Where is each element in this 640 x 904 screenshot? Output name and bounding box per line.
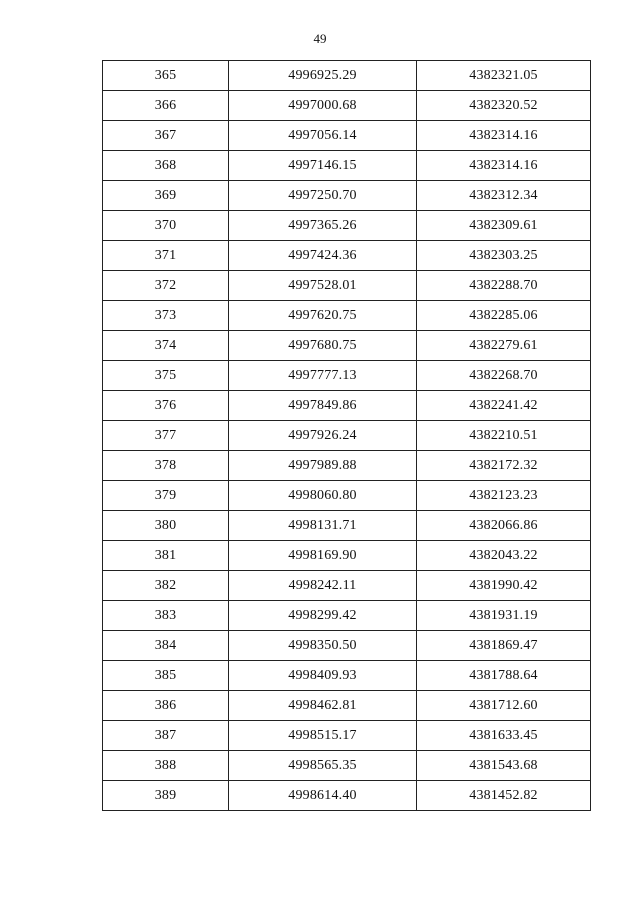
x-coordinate-cell: 4998242.11 — [229, 571, 417, 601]
x-coordinate-cell: 4997777.13 — [229, 361, 417, 391]
x-coordinate-cell: 4997250.70 — [229, 181, 417, 211]
table-row — [103, 511, 591, 541]
table-row — [103, 61, 591, 91]
y-coordinate-cell: 4381543.68 — [417, 751, 591, 781]
y-coordinate-cell: 4382066.86 — [417, 511, 591, 541]
y-coordinate-cell: 4382314.16 — [417, 151, 591, 181]
table-row — [103, 601, 591, 631]
table-row — [103, 421, 591, 451]
y-coordinate-cell: 4382268.70 — [417, 361, 591, 391]
point-number-cell: 386 — [103, 691, 229, 721]
x-coordinate-cell: 4997926.24 — [229, 421, 417, 451]
coordinates-table-body — [103, 61, 591, 811]
page-number: 49 — [313, 31, 327, 46]
table-row — [103, 121, 591, 151]
x-coordinate-cell: 4998462.81 — [229, 691, 417, 721]
x-coordinate-cell: 4998515.17 — [229, 721, 417, 751]
point-number-cell: 368 — [103, 151, 229, 181]
x-coordinate-cell: 4996925.29 — [229, 61, 417, 91]
point-number-cell: 375 — [103, 361, 229, 391]
coordinates-table — [102, 60, 591, 811]
table-row — [103, 361, 591, 391]
point-number-cell: 389 — [103, 781, 229, 811]
table-row — [103, 451, 591, 481]
x-coordinate-cell: 4998131.71 — [229, 511, 417, 541]
x-coordinate-cell: 4997528.01 — [229, 271, 417, 301]
y-coordinate-cell: 4382285.06 — [417, 301, 591, 331]
table-row — [103, 151, 591, 181]
y-coordinate-cell: 4381990.42 — [417, 571, 591, 601]
x-coordinate-cell: 4997146.15 — [229, 151, 417, 181]
y-coordinate-cell: 4381712.60 — [417, 691, 591, 721]
y-coordinate-cell: 4382303.25 — [417, 241, 591, 271]
y-coordinate-cell: 4382309.61 — [417, 211, 591, 241]
table-row — [103, 331, 591, 361]
point-number-cell: 376 — [103, 391, 229, 421]
table-row — [103, 661, 591, 691]
point-number-cell: 384 — [103, 631, 229, 661]
x-coordinate-cell: 4997365.26 — [229, 211, 417, 241]
y-coordinate-cell: 4382288.70 — [417, 271, 591, 301]
x-coordinate-cell: 4997056.14 — [229, 121, 417, 151]
y-coordinate-cell: 4382241.42 — [417, 391, 591, 421]
table-row — [103, 691, 591, 721]
x-coordinate-cell: 4997000.68 — [229, 91, 417, 121]
point-number-cell: 371 — [103, 241, 229, 271]
point-number-cell: 373 — [103, 301, 229, 331]
y-coordinate-cell: 4382043.22 — [417, 541, 591, 571]
table-row — [103, 781, 591, 811]
x-coordinate-cell: 4997424.36 — [229, 241, 417, 271]
y-coordinate-cell: 4382321.05 — [417, 61, 591, 91]
point-number-cell: 379 — [103, 481, 229, 511]
point-number-cell: 380 — [103, 511, 229, 541]
point-number-cell: 383 — [103, 601, 229, 631]
x-coordinate-cell: 4997680.75 — [229, 331, 417, 361]
y-coordinate-cell: 4382314.16 — [417, 121, 591, 151]
point-number-cell: 370 — [103, 211, 229, 241]
x-coordinate-cell: 4997620.75 — [229, 301, 417, 331]
table-row — [103, 481, 591, 511]
y-coordinate-cell: 4382123.23 — [417, 481, 591, 511]
table-row — [103, 631, 591, 661]
y-coordinate-cell: 4381788.64 — [417, 661, 591, 691]
y-coordinate-cell: 4382210.51 — [417, 421, 591, 451]
x-coordinate-cell: 4997849.86 — [229, 391, 417, 421]
x-coordinate-cell: 4998565.35 — [229, 751, 417, 781]
y-coordinate-cell: 4381869.47 — [417, 631, 591, 661]
x-coordinate-cell: 4998299.42 — [229, 601, 417, 631]
table-row — [103, 541, 591, 571]
point-number-cell: 365 — [103, 61, 229, 91]
x-coordinate-cell: 4998614.40 — [229, 781, 417, 811]
point-number-cell: 381 — [103, 541, 229, 571]
point-number-cell: 388 — [103, 751, 229, 781]
y-coordinate-cell: 4382312.34 — [417, 181, 591, 211]
table-row — [103, 571, 591, 601]
y-coordinate-cell: 4382172.32 — [417, 451, 591, 481]
point-number-cell: 369 — [103, 181, 229, 211]
y-coordinate-cell: 4381633.45 — [417, 721, 591, 751]
table-row — [103, 241, 591, 271]
point-number-cell: 366 — [103, 91, 229, 121]
point-number-cell: 382 — [103, 571, 229, 601]
table-row — [103, 721, 591, 751]
table-row — [103, 181, 591, 211]
table-row — [103, 91, 591, 121]
point-number-cell: 385 — [103, 661, 229, 691]
y-coordinate-cell: 4381931.19 — [417, 601, 591, 631]
point-number-cell: 378 — [103, 451, 229, 481]
point-number-cell: 374 — [103, 331, 229, 361]
y-coordinate-cell: 4382279.61 — [417, 331, 591, 361]
x-coordinate-cell: 4998060.80 — [229, 481, 417, 511]
point-number-cell: 387 — [103, 721, 229, 751]
table-row — [103, 751, 591, 781]
point-number-cell: 367 — [103, 121, 229, 151]
x-coordinate-cell: 4998409.93 — [229, 661, 417, 691]
table-row — [103, 271, 591, 301]
point-number-cell: 377 — [103, 421, 229, 451]
x-coordinate-cell: 4998350.50 — [229, 631, 417, 661]
table-row — [103, 301, 591, 331]
point-number-cell: 372 — [103, 271, 229, 301]
x-coordinate-cell: 4997989.88 — [229, 451, 417, 481]
x-coordinate-cell: 4998169.90 — [229, 541, 417, 571]
y-coordinate-cell: 4382320.52 — [417, 91, 591, 121]
y-coordinate-cell: 4381452.82 — [417, 781, 591, 811]
table-row — [103, 391, 591, 421]
table-row — [103, 211, 591, 241]
